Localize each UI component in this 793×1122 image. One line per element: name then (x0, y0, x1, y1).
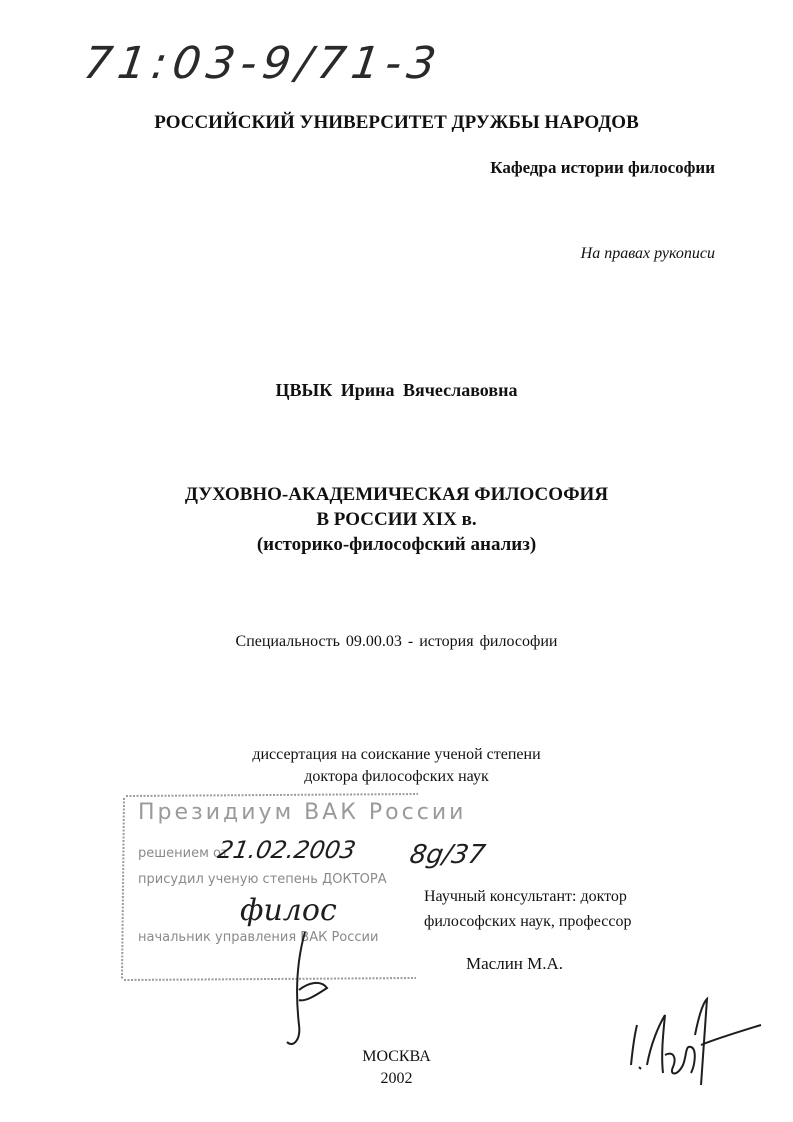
consultant-name: Маслин М.А. (466, 954, 564, 973)
stamp-number-handwritten: 8g/37 (407, 840, 488, 870)
consultant-line: философских наук, профессор (424, 913, 632, 930)
stamp-signature (275, 930, 335, 1050)
degree-line: доктора философских наук (304, 768, 489, 785)
consultant-line: Научный консультант: доктор (424, 888, 627, 905)
author-name: ЦВЫК Ирина Вячеславовна (275, 380, 518, 400)
stamp-award-text: присудил ученую степень ДОКТОРА (138, 872, 387, 887)
title-line: (историко-философский анализ) (256, 534, 537, 555)
dissertation-title (0, 482, 793, 557)
stamp-office-text: начальник управления ВАК России (138, 930, 379, 945)
title-line: В РОССИИ XIX в. (316, 509, 477, 530)
stamp-date-handwritten: 21.02.2003 (215, 836, 358, 864)
place-and-year (0, 1046, 793, 1090)
stamp-title: Президиум ВАК России (138, 800, 467, 825)
title-line: ДУХОВНО-АКАДЕМИЧЕСКАЯ ФИЛОСОФИЯ (184, 484, 609, 505)
stamp-resolution-handwritten: филос (240, 893, 337, 928)
degree-statement (0, 744, 793, 788)
stamp-decision-label: решением от (138, 846, 229, 861)
specialty-line: Специальность 09.00.03 - история философии (235, 633, 558, 650)
archive-code-handwritten: 71:03-9/71-3 (80, 38, 445, 89)
degree-line: диссертация на соискание ученой степени (252, 746, 541, 763)
year: 2002 (380, 1070, 413, 1087)
university-name: РОССИЙСКИЙ УНИВЕРСИТЕТ ДРУЖБЫ НАРОДОВ (154, 112, 639, 133)
manuscript-rights-note: На правах рукописи (580, 245, 715, 262)
department-name: Кафедра истории философии (490, 158, 715, 177)
city-name: МОСКВА (362, 1048, 431, 1065)
consultant-block (424, 884, 631, 934)
